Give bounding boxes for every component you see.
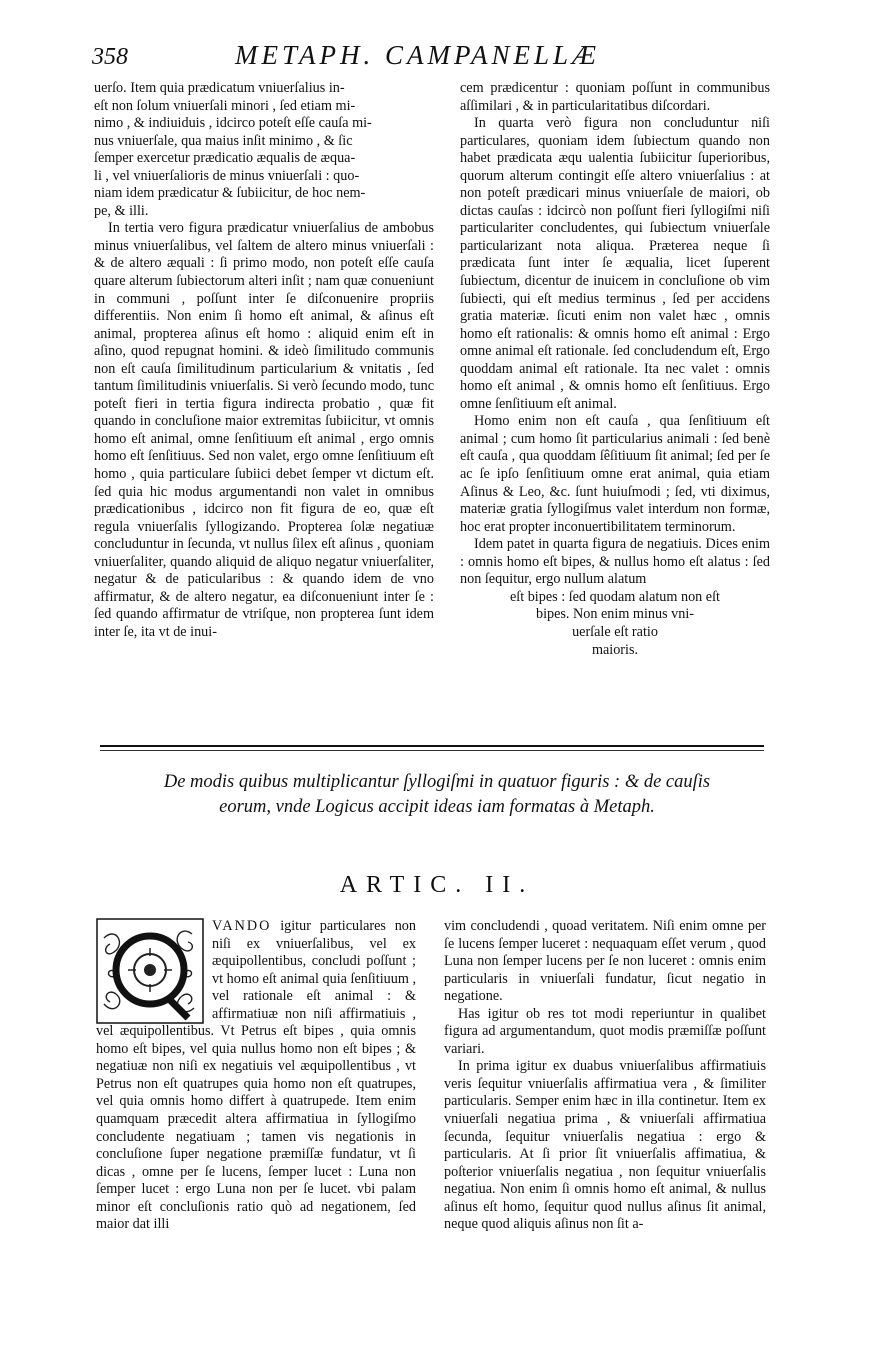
- paragraph: In prima igitur ex duabus vniuerſalibus affirmatiuis veris ſequitur vniuerſalis affirmatiua vera , & ſimiliter particularis. Semper enim hæc in illa continetur. Item ex vniuerſali negatiua prima , & vniuerſali affirmatiua ſecunda, ſequitur vniuerſalis negatiua : ergo & particularis. At ſi prior ſit vniuerſalis affimatiua, & poſterior vniuerſalis negatiua , non ſequitur vniuerſalis negatiua. Non enim ſi omnis homo eſt animal, & nullus aſinus eſt homo, ſequitur quod nullus aſinus ſit animal, neque quod aliquis aſinus non ſit a-: [444, 1058, 766, 1233]
- running-title: METAPH. CAMPANELLÆ: [235, 40, 601, 70]
- top-left-opening-lines: [94, 80, 434, 220]
- paragraph: In quarta verò figura non concluduntur niſi particulares, quoniam idem ſubiectum quando non habet prædicata æqu ualentia ſubiicitur ſuperioribus, quorum alterum contingit eſſe altero vniuerſalius : at non poteſt prædicari minus vniuerſale de maiori, ob dictas cauſas : idcircò non poſſunt fieri ſyllogiſmi niſi particulariter concludentes, qui ſubiectum vniuerſale particularizant nota aliqua. Præterea neque ſi prædicata ſunt inter ſe æqualia, licet ſuperent ſubiectum, dicentur de inuicem in concluſione ob vim ſubiecti, qui eſt medius terminus , ſed per accidens gratia materiæ. ſicuti enim non valet hæc , omnis homo eſt rationalis: & omnis homo eſt animal : Ergo omne animal eſt rationale. ſed concludendum eſt, Ergo quoddam animal eſt rationale. Ita nec valet : omnis homo eſt animal , & omnis homo eſt ſenſitiuus. Ergo omne ſenſitiuum eſt animal.: [460, 115, 770, 412]
- text-line: eſt bipes : ſed quodam alatum non eſt: [509, 588, 720, 605]
- paragraph: In tertia vero figura prædicatur vniuerſalius de ambobus minus vniuerſalibus, vel ſaltem de altero minus vniuerſali : & de altero æquali : ſi primo modo, non poteſt eſſe cauſa quare alterum ſubiectorum alteri inſit ; nam quæ conueniunt in communi , poſſunt inter ſe diſconuenire propriis differentiis. Non enim ſi homo eſt animal, & aſinus eſt animal, propterea aſinus eſt homo : aliquid enim eſt in aſino, quod repugnat homini. & ideò ſimilitudo communis non eſt cauſa ſimilitudinum particularium & vnitatis , ſed tantum ſimilitudinis vniuerſalis. Si verò ſecundo modo, tunc poteſt fieri in tertia figura indirecta probatio , quæ fit quando in concluſione maior extremitas ſubiicitur, vt omnis homo eſt animal, omne ſenſitiuum eſt animal , ergo omnis homo eſt ſenſitiuus. Sed non valet, ergo omne ſenſitiuum eſt homo , quia particulare ſubiici debet ſemper vt dictum eſt. ſed quia hic modus argumentandi non valet in omnibus prædicationibus , idcirco non fit figura de eo, quæ eſt regula vniuerſalis ſyllogizando. Propterea ſolæ negatiuæ concluduntur in ſecunda, vt nullus ſilex eſt aſinus , quoniam vniuerſaliter, quando aliquid de aliquo negatur vniuerſaliter, negatur & de paticularibus : & quando idem de vno affirmatur, & de altero negatur, ea diſconueniunt inter ſe : ſed quando affirmatur de vtriſque, non propterea ſunt idem inter ſe, ita vt de inui-: [94, 220, 434, 640]
- text-line: maioris.: [591, 641, 639, 658]
- paragraph-text: igitur particulares non niſi ex vniuerſalibus, vel ex æquipollentibus, concludi poſſunt ; vt homo eſt animal quia ſenſitiuum , vel rationale eſt animal : & affirmatiuæ non niſi affirmatiuis , vel æquipollentibus. Vt Petrus eſt bipes , quia omnis homo eſt bipes, vel quia nullus homo non eſt bipes ; & negatiuæ non niſi ex negatiuis vel æquipollentibus , vt Petrus non eſt quatrupes quia homo non eſt quatrupes, vel quia omnis homo differt à quatrupede. Item enim quamquam præcedit altera affirmatiua in ſyllogiſmo concludente negatiuam ; tamen vis negationis in concluſione ſuper negatione præmiſſæ fundatur, vt ſi dicas , omne per ſe lucens, ſemper lucet : Luna non ſemper lucet : ergo Luna non per ſe lucet. vbi palam minor eſt concluſionis ratio quò ad negationem, ſed maior dat illi: [96, 918, 416, 1233]
- article-heading: ARTIC. II.: [339, 872, 535, 898]
- initial-letter: Q: [198, 1022, 199, 1023]
- text-line: nimo , & indiuiduis , idcirco poteſt eſſe cauſa mi-: [94, 115, 372, 132]
- tapered-ending: [460, 589, 770, 659]
- text-line: uerſale eſt ratio: [572, 623, 658, 640]
- paragraph: vim concludendi , quoad veritatem. Niſi enim omne per ſe lucens ſemper luceret : nequaquam eſſet verum , quod Luna non ſemper lucens per ſe non luceret : omnis enim particularis in vniuerſali fundatur, ſicut negatio in negatione.: [444, 918, 766, 1005]
- text-line: eſt non ſolum vniuerſali minori , ſed etiam mi-: [94, 97, 356, 114]
- section-divider-thin: [100, 750, 764, 751]
- text-line: pe, & illi.: [94, 202, 149, 219]
- first-word: VANDO: [212, 918, 272, 934]
- text-line: bipes. Non enim minus vni-: [535, 606, 695, 623]
- section-title: De modis quibus multiplicantur ſyllogiſmi in quatuor figuris : & de cauſis eorum, vnde Logicus accipit ideas iam formatas à Metaph.: [163, 772, 711, 817]
- text-line: li , vel vniuerſalioris de minus vniuerſali : quo-: [94, 167, 360, 184]
- text-line: uerſo. Item quia prædicatum vniuerſalius in-: [94, 80, 345, 96]
- section-divider: [100, 745, 764, 747]
- paragraph: Idem patet in quarta figura de negatiuis. Dices enim : omnis homo eſt bipes, & nullus homo eſt alatus : ſed non ſequitur, ergo nullum alatum: [460, 536, 770, 588]
- page-number: 358: [92, 44, 128, 70]
- top-left-column: [94, 80, 434, 642]
- paragraph: Homo enim non eſt cauſa , qua ſenſitiuum eſt animal ; cum homo ſit particularius animali : ſed benè eſt cauſa , qua quoddam ſêſitiuum ſit animal; ſed per ſe ac ſe ipſo ſenſitiuum omne erat animal, quia etiam Aſinus & Leo, &c. ſunt huiuſmodi ; ſed, vti diximus, materiæ gratia ſyllogiſmus valet interdum non formæ, hoc erat propter inconuertibilitatem terminorum.: [460, 413, 770, 535]
- paragraph: Has igitur ob res tot modi reperiuntur in qualibet figura ad argumentandum, quot modis præmiſſæ poſſunt variari.: [444, 1005, 766, 1057]
- top-right-column: [460, 80, 770, 659]
- bottom-right-column: [444, 918, 766, 1234]
- text-line: nus vniuerſale, qua maius inſit minimo , & ſic: [94, 132, 353, 149]
- text-line: niam idem prædicatur & ſubiicitur, de hoc nem-: [94, 185, 366, 202]
- bottom-left-column: [96, 918, 416, 1234]
- paragraph: cem prædicentur : quoniam poſſunt in communibus aſſimilari , & in particularitatibus diſcordari.: [460, 80, 770, 114]
- initial-spacer: [96, 918, 212, 1022]
- text-line: ſemper exercetur prædicatio æqualis de æqua-: [94, 150, 356, 167]
